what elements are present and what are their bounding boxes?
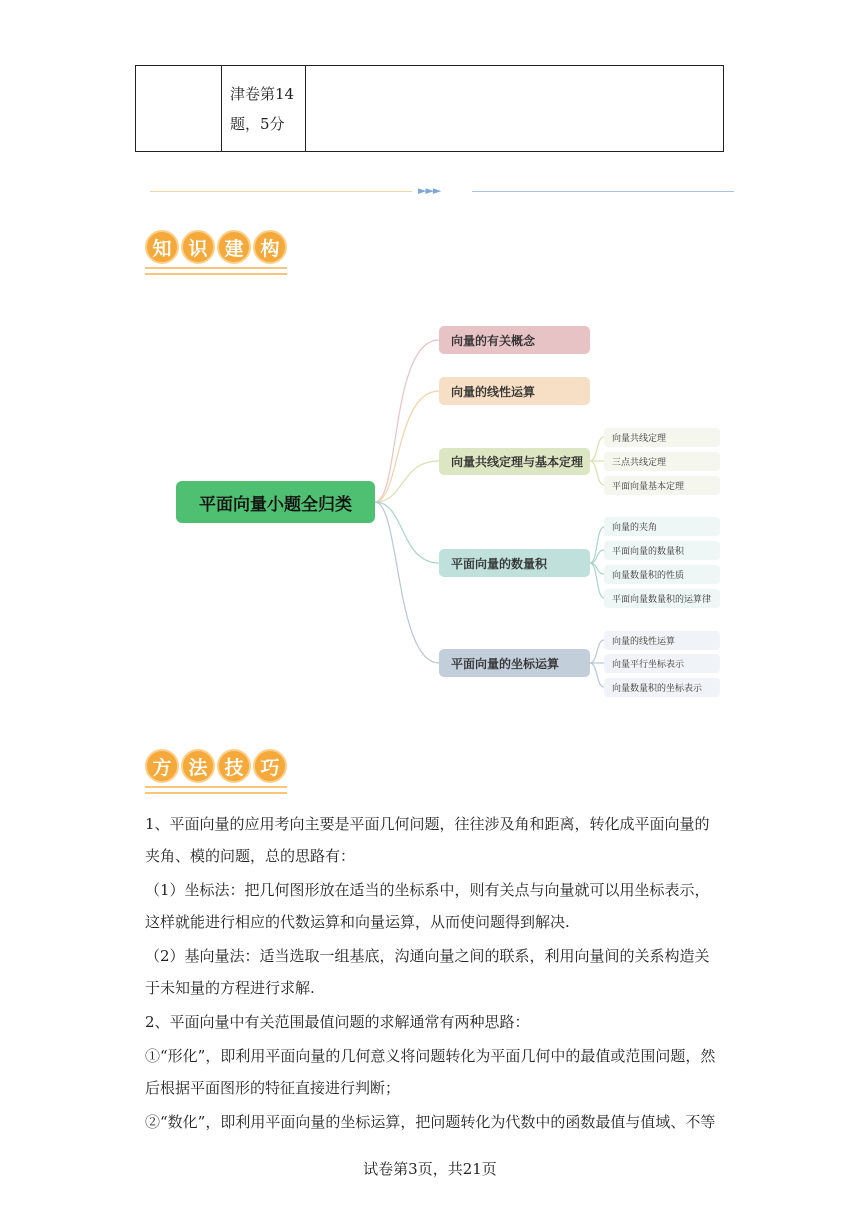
mindmap-root: 平面向量小题全归类 [176, 481, 375, 523]
mindmap-leaf: 向量的线性运算 [604, 631, 720, 650]
banner-underline [145, 786, 287, 794]
mindmap-leaf: 向量平行坐标表示 [604, 654, 720, 673]
mindmap-branch: 向量的有关概念 [439, 326, 590, 354]
connector-line [590, 663, 604, 687]
mindmap-branch: 平面向量的数量积 [439, 549, 590, 577]
paragraph-line: 于未知量的方程进行求解. [145, 979, 315, 997]
connector-line [375, 502, 439, 663]
mindmap-branch: 向量的线性运算 [439, 377, 590, 405]
paragraph-line: （1）坐标法：把几何图形放在适当的坐标系中，则有关点与向量就可以用坐标表示， [145, 881, 710, 899]
banner-char: 技 [217, 749, 251, 783]
banner-char: 识 [181, 230, 215, 264]
table-cell-source: 津卷第14题，5分 [222, 66, 306, 152]
banner-char: 构 [253, 230, 287, 264]
paragraph-line: ②“数化”，即利用平面向量的坐标运算，把问题转化为代数中的函数最值与值域、不等 [145, 1113, 716, 1131]
banner-char: 法 [181, 749, 215, 783]
paragraph-line: 这样就能进行相应的代数运算和向量运算，从而使问题得到解决. [145, 913, 570, 931]
paragraph-line: （2）基向量法：适当选取一组基底，沟通向量之间的联系，利用向量间的关系构造关 [145, 947, 710, 965]
mindmap-leaf: 平面向量数量积的运算律 [604, 589, 720, 608]
section-title-methods [145, 749, 287, 794]
page-footer: 试卷第3页，共21页 [363, 1160, 497, 1178]
paragraph-line: 2、平面向量中有关范围最值问题的求解通常有两种思路： [145, 1013, 530, 1031]
paragraph-line: 后根据平面图形的特征直接进行判断； [145, 1079, 401, 1097]
banner-char: 巧 [253, 749, 287, 783]
mindmap-branch: 向量共线定理与基本定理 [439, 448, 590, 475]
banner-char: 知 [145, 230, 179, 264]
mindmap-leaf: 平面向量基本定理 [604, 476, 720, 495]
connector-line [590, 640, 604, 663]
paragraph-line: ①“形化”，即利用平面向量的几何意义将问题转化为平面几何中的最值或范围问题，然 [145, 1047, 716, 1065]
mindmap-branch: 平面向量的坐标运算 [439, 649, 590, 677]
connector-line [375, 391, 439, 502]
banner-char: 方 [145, 749, 179, 783]
mindmap-leaf: 平面向量的数量积 [604, 541, 720, 560]
banner-char: 建 [217, 230, 251, 264]
mindmap-leaf: 向量共线定理 [604, 428, 720, 447]
mindmap-leaf: 向量数量积的性质 [604, 565, 720, 584]
mindmap-leaf: 向量数量积的坐标表示 [604, 678, 720, 697]
paragraph-line: 夹角、模的问题，总的思路有： [145, 847, 356, 865]
connector-line [590, 437, 604, 461]
mindmap-leaf: 三点共线定理 [604, 452, 720, 471]
paragraph-line: 1、平面向量的应用考向主要是平面几何问题，往往涉及角和距离，转化成平面向量的 [145, 815, 710, 833]
connector-line [590, 461, 604, 485]
divider-arrows-icon: ►►► [418, 184, 441, 197]
mindmap-leaf: 向量的夹角 [604, 517, 720, 536]
